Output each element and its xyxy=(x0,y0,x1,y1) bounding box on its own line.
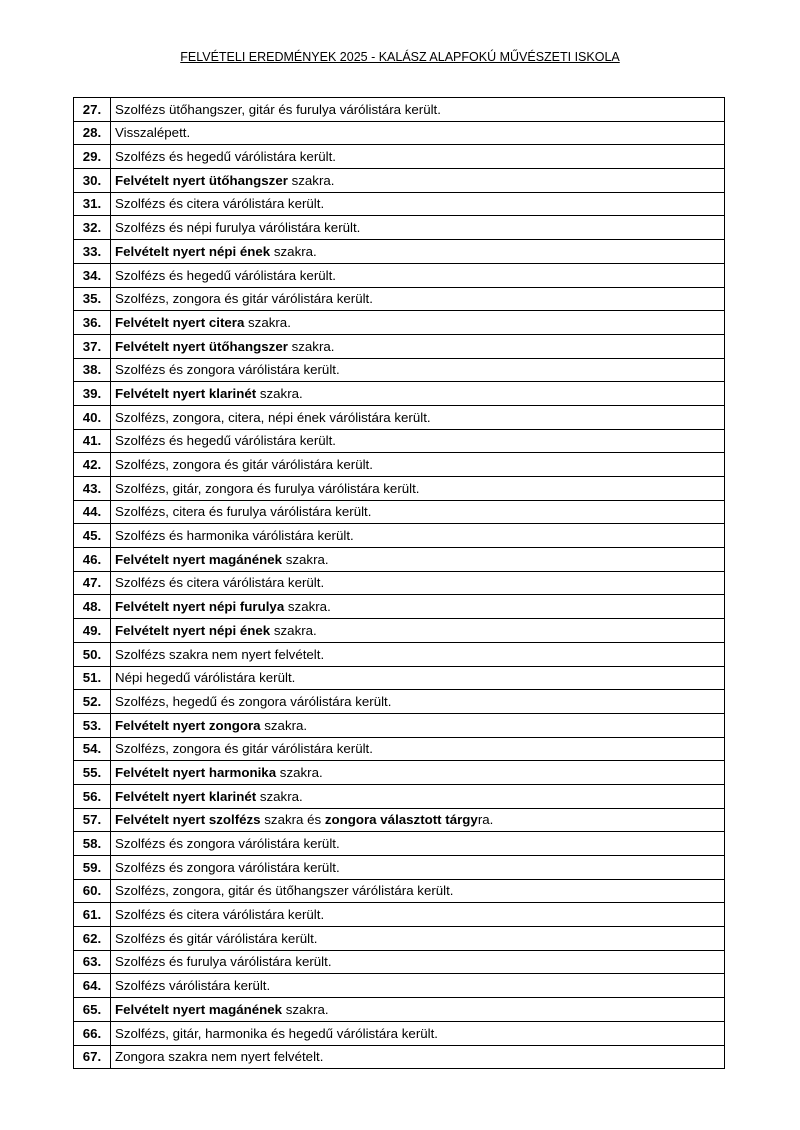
row-number: 63. xyxy=(74,950,111,974)
result-highlight: Felvételt nyert népi ének xyxy=(115,622,271,638)
table-row xyxy=(74,334,725,358)
result-fragment: Népi hegedű várólistára került. xyxy=(115,670,296,686)
row-number: 44. xyxy=(74,500,111,524)
table-row xyxy=(74,784,725,808)
result-fragment: szakra. xyxy=(287,338,335,354)
result-fragment: Szolfézs ütőhangszer, gitár és furulya várólistára került. xyxy=(115,101,441,117)
table-row xyxy=(74,429,725,453)
table-row xyxy=(74,998,725,1022)
row-number: 55. xyxy=(74,761,111,785)
table-row xyxy=(74,287,725,311)
row-number: 65. xyxy=(74,998,111,1022)
row-number: 30. xyxy=(74,169,111,193)
row-number: 60. xyxy=(74,879,111,903)
result-highlight: Felvételt nyert citera xyxy=(115,314,245,330)
result-text xyxy=(111,477,725,501)
result-text xyxy=(111,500,725,524)
table-row xyxy=(74,950,725,974)
result-highlight: Felvételt nyert klarinét xyxy=(115,385,257,401)
result-fragment: szakra. xyxy=(284,599,331,615)
table-row xyxy=(74,642,725,666)
result-text xyxy=(111,571,725,595)
result-text xyxy=(111,666,725,690)
result-text xyxy=(111,808,725,832)
table-row xyxy=(74,571,725,595)
row-number: 46. xyxy=(74,548,111,572)
row-number: 32. xyxy=(74,216,111,240)
result-text xyxy=(111,524,725,548)
row-number: 59. xyxy=(74,856,111,880)
result-highlight: Felvételt nyert ütőhangszer xyxy=(115,172,288,188)
result-text xyxy=(111,358,725,382)
result-fragment: Szolfézs, zongora, gitár és ütőhangszer várólistára került. xyxy=(115,883,454,899)
result-text xyxy=(111,240,725,264)
result-fragment: szakra. xyxy=(256,788,303,804)
row-number: 45. xyxy=(74,524,111,548)
result-text xyxy=(111,903,725,927)
result-fragment: szakra. xyxy=(276,764,323,780)
result-fragment: Szolfézs és harmonika várólistára került. xyxy=(115,528,354,544)
row-number: 47. xyxy=(74,571,111,595)
result-fragment: Szolfézs és citera várólistára került. xyxy=(115,907,325,923)
row-number: 57. xyxy=(74,808,111,832)
result-text xyxy=(111,832,725,856)
row-number: 56. xyxy=(74,784,111,808)
result-fragment: Szolfézs és hegedű várólistára került. xyxy=(115,267,336,283)
result-text xyxy=(111,856,725,880)
row-number: 61. xyxy=(74,903,111,927)
table-row xyxy=(74,192,725,216)
row-number: 54. xyxy=(74,737,111,761)
table-row xyxy=(74,619,725,643)
result-text xyxy=(111,690,725,714)
page-title: FELVÉTELI EREDMÉNYEK 2025 - KALÁSZ ALAPFOKÚ MŰVÉSZETI ISKOLA xyxy=(180,50,620,64)
row-number: 51. xyxy=(74,666,111,690)
table-row xyxy=(74,263,725,287)
result-text xyxy=(111,311,725,335)
table-row xyxy=(74,548,725,572)
result-fragment: Szolfézs, zongora és gitár várólistára került. xyxy=(115,457,373,472)
row-number: 53. xyxy=(74,713,111,737)
result-text xyxy=(111,927,725,951)
table-row xyxy=(74,358,725,382)
result-fragment: Szolfézs és hegedű várólistára került. xyxy=(115,149,336,165)
result-fragment: Szolfézs és zongora várólistára került. xyxy=(115,836,340,851)
result-fragment: Szolfézs és gitár várólistára került. xyxy=(115,930,318,946)
result-text xyxy=(111,145,725,169)
result-text xyxy=(111,263,725,287)
result-text xyxy=(111,192,725,216)
table-row xyxy=(74,121,725,145)
result-fragment: szakra. xyxy=(256,385,303,401)
result-text xyxy=(111,619,725,643)
table-row xyxy=(74,405,725,429)
row-number: 37. xyxy=(74,334,111,358)
result-fragment: szakra. xyxy=(282,551,329,567)
table-row xyxy=(74,832,725,856)
result-fragment: Visszalépett. xyxy=(115,125,191,141)
result-text xyxy=(111,998,725,1022)
row-number: 33. xyxy=(74,240,111,264)
result-text xyxy=(111,761,725,785)
result-fragment: Szolfézs szakra nem nyert felvételt. xyxy=(115,646,325,662)
result-fragment: Szolfézs, gitár, harmonika és hegedű várólistára került. xyxy=(115,1025,438,1041)
result-fragment: ra. xyxy=(477,812,494,828)
table-row xyxy=(74,761,725,785)
result-fragment: Szolfézs és zongora várólistára került. xyxy=(115,859,340,875)
result-fragment: Szolfézs, citera és furulya várólistára került. xyxy=(115,504,372,520)
result-fragment: Szolfézs várólistára került. xyxy=(115,978,271,994)
table-row xyxy=(74,145,725,169)
result-fragment: szakra. xyxy=(287,172,335,188)
result-text xyxy=(111,737,725,761)
table-row xyxy=(74,974,725,998)
row-number: 50. xyxy=(74,642,111,666)
results-table xyxy=(73,97,725,1069)
table-row xyxy=(74,240,725,264)
table-row xyxy=(74,903,725,927)
row-number: 43. xyxy=(74,477,111,501)
row-number: 29. xyxy=(74,145,111,169)
row-number: 49. xyxy=(74,619,111,643)
result-text xyxy=(111,169,725,193)
result-fragment: Zongora szakra nem nyert felvételt. xyxy=(115,1049,324,1065)
result-fragment: Szolfézs és furulya várólistára került. xyxy=(115,954,332,970)
result-fragment: Szolfézs, gitár, zongora és furulya várólistára került. xyxy=(115,480,420,496)
result-text xyxy=(111,713,725,737)
result-highlight: Felvételt nyert népi ének xyxy=(115,243,271,259)
result-text xyxy=(111,974,725,998)
row-number: 67. xyxy=(74,1045,111,1069)
row-number: 58. xyxy=(74,832,111,856)
result-highlight: Felvételt nyert népi furulya xyxy=(115,599,285,615)
result-text xyxy=(111,429,725,453)
table-row xyxy=(74,690,725,714)
result-text xyxy=(111,98,725,122)
row-number: 36. xyxy=(74,311,111,335)
result-text xyxy=(111,1045,725,1069)
table-row xyxy=(74,216,725,240)
result-highlight: Felvételt nyert harmonika xyxy=(115,764,277,780)
table-row xyxy=(74,856,725,880)
result-fragment: Szolfézs, zongora és gitár várólistára került. xyxy=(115,291,373,307)
result-highlight: Felvételt nyert magánének xyxy=(115,1001,283,1017)
result-highlight: Felvételt nyert szolfézs xyxy=(115,812,261,828)
result-fragment: Szolfézs és hegedű várólistára került. xyxy=(115,433,336,449)
table-row xyxy=(74,98,725,122)
result-fragment: Szolfézs, zongora és gitár várólistára került. xyxy=(115,741,373,757)
table-row xyxy=(74,453,725,477)
result-fragment: Szolfézs és zongora várólistára került. xyxy=(115,362,340,378)
result-fragment: Szolfézs, hegedű és zongora várólistára került. xyxy=(115,693,392,709)
result-fragment: szakra. xyxy=(270,243,317,259)
result-fragment: szakra. xyxy=(260,717,308,733)
row-number: 62. xyxy=(74,927,111,951)
result-text xyxy=(111,287,725,311)
row-number: 39. xyxy=(74,382,111,406)
result-text xyxy=(111,595,725,619)
table-row xyxy=(74,311,725,335)
result-text xyxy=(111,382,725,406)
result-text xyxy=(111,334,725,358)
table-row xyxy=(74,666,725,690)
result-text xyxy=(111,405,725,429)
table-row xyxy=(74,879,725,903)
result-fragment: Szolfézs és népi furulya várólistára került. xyxy=(115,220,361,236)
row-number: 34. xyxy=(74,263,111,287)
result-text xyxy=(111,121,725,145)
table-row xyxy=(74,1045,725,1069)
result-text xyxy=(111,453,725,477)
table-row xyxy=(74,713,725,737)
result-fragment: Szolfézs és citera várólistára került. xyxy=(115,196,325,212)
table-row xyxy=(74,477,725,501)
table-row xyxy=(74,382,725,406)
result-text xyxy=(111,950,725,974)
result-fragment: Szolfézs, zongora, citera, népi ének várólistára került. xyxy=(115,409,431,425)
table-row xyxy=(74,500,725,524)
result-fragment: szakra. xyxy=(244,314,291,330)
row-number: 64. xyxy=(74,974,111,998)
table-row xyxy=(74,737,725,761)
row-number: 28. xyxy=(74,121,111,145)
row-number: 42. xyxy=(74,453,111,477)
result-highlight: Felvételt nyert ütőhangszer xyxy=(115,338,288,354)
row-number: 27. xyxy=(74,98,111,122)
result-text xyxy=(111,216,725,240)
result-text xyxy=(111,1021,725,1045)
result-highlight: Felvételt nyert magánének xyxy=(115,551,283,567)
result-fragment: Szolfézs és citera várólistára került. xyxy=(115,575,325,591)
result-text xyxy=(111,879,725,903)
result-highlight: zongora választott tárgy xyxy=(324,812,478,828)
row-number: 31. xyxy=(74,192,111,216)
results-table-body xyxy=(74,98,725,1069)
row-number: 35. xyxy=(74,287,111,311)
row-number: 48. xyxy=(74,595,111,619)
result-fragment: szakra és xyxy=(260,812,325,828)
result-highlight: Felvételt nyert zongora xyxy=(115,717,261,733)
row-number: 38. xyxy=(74,358,111,382)
result-text xyxy=(111,642,725,666)
result-fragment: szakra. xyxy=(270,622,317,638)
result-fragment: szakra. xyxy=(282,1001,329,1017)
result-highlight: Felvételt nyert klarinét xyxy=(115,788,257,804)
row-number: 41. xyxy=(74,429,111,453)
row-number: 40. xyxy=(74,405,111,429)
table-row xyxy=(74,169,725,193)
table-row xyxy=(74,1021,725,1045)
result-text xyxy=(111,548,725,572)
table-row xyxy=(74,808,725,832)
table-row xyxy=(74,927,725,951)
row-number: 66. xyxy=(74,1021,111,1045)
row-number: 52. xyxy=(74,690,111,714)
table-row xyxy=(74,524,725,548)
result-text xyxy=(111,784,725,808)
table-row xyxy=(74,595,725,619)
